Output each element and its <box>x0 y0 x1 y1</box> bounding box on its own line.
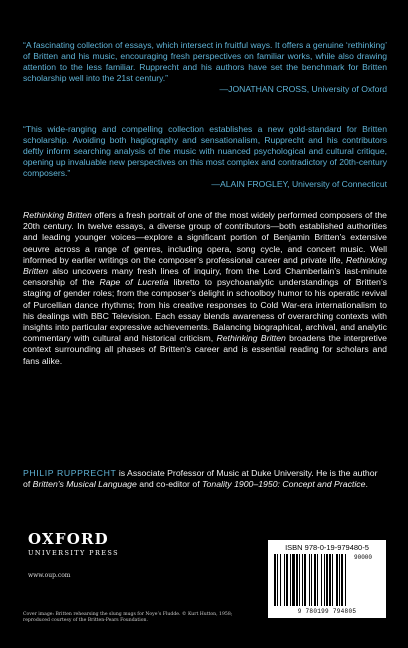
endorsement-quote-1 <box>23 40 387 95</box>
publisher-logo <box>28 530 128 557</box>
barcode-bar <box>345 554 346 606</box>
barcode-bar <box>309 554 310 606</box>
book-title-italic: Rethinking Britten <box>23 254 387 277</box>
barcode-bar <box>326 554 328 606</box>
barcode-bar <box>286 554 288 606</box>
barcode-bar <box>314 554 316 606</box>
barcode-bar <box>329 554 331 606</box>
book-title-italic: Rethinking Britten <box>23 210 92 220</box>
barcode-bar <box>292 554 295 606</box>
barcode-bar <box>304 554 306 606</box>
barcode-bar <box>296 554 298 606</box>
quote-attribution: —JONATHAN CROSS, University of Oxford <box>219 84 387 94</box>
bio-book-title: Britten’s Musical Language <box>32 479 137 490</box>
barcode-box <box>268 540 386 618</box>
description-text: offers a fresh portrait of one of the most widely performed composers of the 20th century. In twelve essays, a diverse group of contributors—both established authorities and leading younger voices—explore a significant portion of Benjamin Britten’s extensive oeuvre across a range of genres, including opera, song cycle, and concert music. Well informed by earlier writings on the composer’s professional career and private life, <box>23 210 387 265</box>
bio-text: and co-editor of <box>136 479 203 490</box>
barcode-addon: 90000 <box>354 554 373 561</box>
bio-text: is Associate Professor of Music at Duke University. He is the author of <box>23 468 378 490</box>
barcode-bar <box>302 554 303 606</box>
barcode-bar <box>317 554 318 606</box>
book-title-italic: Rethinking Britten <box>216 333 286 344</box>
barcode-bar <box>284 554 285 606</box>
bio-book-title: Tonality 1900–1950: Concept and Practice <box>202 479 366 490</box>
barcode-bar <box>321 554 322 606</box>
cover-image-credit: Cover image: Britten rehearsing the slung mugs for Noye’s Fludde. © Kurt Hutton, 1958; reproduced courtesy of the Britten-Pears Foundation. <box>23 612 233 624</box>
barcode-bar <box>324 554 325 606</box>
barcode-digits: 9 780199 794805 <box>297 608 357 615</box>
publisher-subname: UNIVERSITY PRESS <box>28 549 119 557</box>
description-text: libretto to psychoanalytic understandings of Britten’s staging of gender roles; from the composer’s delight in schoolboy humor to his operatic revival of Purcellian dance rhythms; from his creative responses to Cold War-era internationalism to his dealings with BBC Television. Each essay blends awareness of overarching contexts with insights into particular expressive achievements. Balancing biographical, archival, and analytic commentary with cultural and historical criticism, <box>23 277 387 344</box>
barcode-bar <box>274 554 276 606</box>
barcode-bar <box>341 554 343 606</box>
barcode-bar <box>311 554 312 606</box>
barcode-bar <box>339 554 340 606</box>
barcode-bar <box>332 554 333 606</box>
quote-text: “This wide-ranging and compelling collection establishes a new gold-standard for Britten scholarship. Avoiding both hagiography and sensationalism, Rupprecht and his contributors deftly inform searching analysis of the music with nuanced psychological and cultural critique, opening up invaluable new perspectives on this most complex and contradictory of 20th-century composers.” <box>23 124 387 178</box>
quote-text: “A fascinating collection of essays, which intersect in fruitful ways. It offers a genuine ‘rethinking’ of Britten and his music, encouraging fresh perspectives on familiar works, while also drawing attention to the less familiar. Rupprecht and his authors have set the benchmark for Britten scholarship well into the 21st century.” <box>23 40 387 83</box>
author-bio <box>23 468 387 490</box>
isbn-label: ISBN 978-0-19-979480-5 <box>285 543 369 552</box>
author-name: PHILIP RUPPRECHT <box>23 468 117 478</box>
publisher-url: www.oup.com <box>28 572 71 579</box>
publisher-name: OXFORD <box>28 530 109 548</box>
barcode-bar <box>299 554 300 606</box>
barcode-bar <box>336 554 338 606</box>
bio-text: . <box>365 479 368 490</box>
work-title-italic: Rape of Lucretia <box>99 277 169 288</box>
barcode-bar <box>290 554 291 606</box>
quote-attribution: —ALAIN FROGLEY, University of Connecticut <box>211 179 387 189</box>
book-description <box>23 210 387 367</box>
barcode-bar <box>277 554 278 606</box>
description-text: broadens the interpretive context surrounding all phases of Britten’s career and is essential reading for scholars and fans alike. <box>23 333 387 366</box>
description-text: also uncovers many fresh lines of inquiry, from the Lord Chamberlain’s last-minute censorship of the <box>23 266 387 288</box>
endorsement-quote-2 <box>23 124 387 190</box>
barcode-bars <box>274 554 350 606</box>
barcode-bar <box>280 554 281 606</box>
